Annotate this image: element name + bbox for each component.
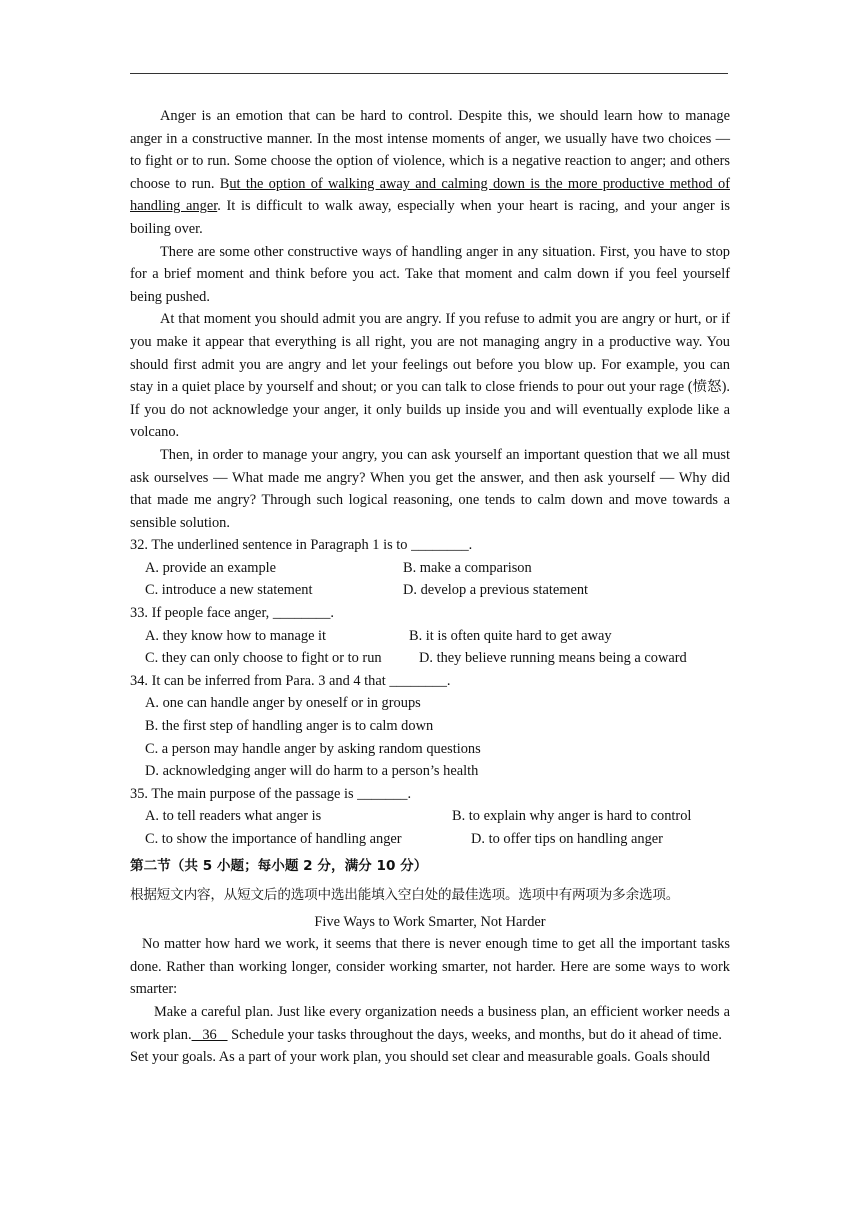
question-32-options-row-2 <box>130 579 730 602</box>
question-35-options-row-1 <box>130 805 730 828</box>
paragraph-4: Then, in order to manage your angry, you can ask yourself an important question that we all must ask ourselves — What made me angry? When you get the answer, and then ask yourself — Why did that made me angry? Through such logical reasoning, one tends to calm down and move towards a sensible solution. <box>130 446 730 531</box>
paragraph-1-text-a: Anger is an emotion that can be hard to control. Despite this, we should learn how to manage anger in a constructive manner. In the most intense moments of anger, we usually have two choices — to fight or to run. Some choose the option of violence, which is a negative reaction to anger; and others choose to run. B <box>130 108 730 192</box>
question-33-options-row-1 <box>130 625 730 648</box>
header-rule <box>130 73 728 74</box>
question-33-option-a[interactable]: A. they know how to manage it <box>145 627 327 644</box>
question-34-option-c[interactable]: C. a person may handle anger by asking random questions <box>145 740 481 757</box>
question-33-option-b[interactable]: B. it is often quite hard to get away <box>409 627 612 644</box>
intro-paragraph: No matter how hard we work, it seems that there is never enough time to get all the important tasks done. Rather than working longer, consider working smarter, not harder. Here are some ways to work smarter: <box>130 936 730 998</box>
question-32-option-c[interactable]: C. introduce a new statement <box>145 582 313 599</box>
paragraph-3: At that moment you should admit you are angry. If you refuse to admit you are angry or hurt, or if you make it appear that everything is all right, you are not managing angry in a productive way. You should first admit you are angry and let your feelings out before you blow up. For example, you can stay in a quiet place by yourself and shout; or you can talk to close friends to pour out your rage (愤怒). If you do not acknowledge your anger, it only builds up inside you and will eventually explode like a volcano. <box>130 311 730 441</box>
question-34-option-d[interactable]: D. acknowledging anger will do harm to a person’s health <box>145 763 479 780</box>
underlined-sentence: ut the option of walking away and calming down is the more productive method of handling anger <box>130 175 730 215</box>
question-35-option-c[interactable]: C. to show the importance of handling anger <box>145 831 402 847</box>
section-2-heading: 第二节（共 5 小题；每小题 2 分，满分 10 分） <box>130 857 428 874</box>
question-34-option-b[interactable]: B. the first step of handling anger is to calm down <box>145 718 434 735</box>
goals-paragraph: Set your goals. As a part of your work plan, you should set clear and measurable goals. Goals should <box>130 1049 710 1066</box>
section-2-instruction: 根据短文内容，从短文后的选项中选出能填入空白处的最佳选项。选项中有两项为多余选项。 <box>130 886 680 903</box>
question-33-option-c[interactable]: C. they can only choose to fight or to run <box>145 650 382 667</box>
question-32-options-row-1 <box>130 557 730 580</box>
blank-36[interactable]: 36 <box>191 1026 228 1043</box>
question-32-stem: 32. The underlined sentence in Paragraph 1 is to ________. <box>130 537 473 554</box>
plan-text-b: Schedule your tasks throughout the days, weeks, and months, but do it ahead of time. <box>227 1026 722 1043</box>
paragraph-1-text-b: . It is difficult to walk away, especially when your heart is racing, and your anger is boiling over. <box>130 198 730 237</box>
question-32-option-b[interactable]: B. make a comparison <box>403 559 532 576</box>
question-32-option-d[interactable]: D. develop a previous statement <box>403 582 589 599</box>
question-34-stem: 34. It can be inferred from Para. 3 and 4 that ________. <box>130 672 451 689</box>
passage-title: Five Ways to Work Smarter, Not Harder <box>314 913 546 930</box>
paragraph-1 <box>130 105 730 241</box>
document-content <box>130 105 730 1069</box>
question-35-option-d[interactable]: D. to offer tips on handling anger <box>471 831 663 847</box>
question-35-stem: 35. The main purpose of the passage is _______. <box>130 785 412 802</box>
question-35-option-a[interactable]: A. to tell readers what anger is <box>145 808 322 825</box>
question-35-options-row-2 <box>130 828 730 851</box>
question-32-option-a[interactable]: A. provide an example <box>145 559 277 576</box>
question-34-option-a[interactable]: A. one can handle anger by oneself or in groups <box>145 695 421 712</box>
question-33-stem: 33. If people face anger, ________. <box>130 605 335 622</box>
plan-text-a: Make a careful plan. Just like every organization needs a business plan, an efficient worker needs a work plan. <box>130 1003 730 1043</box>
question-33-options-row-2 <box>130 647 730 670</box>
question-35-option-b[interactable]: B. to explain why anger is hard to control <box>452 808 692 825</box>
question-33-option-d[interactable]: D. they believe running means being a coward <box>419 650 687 667</box>
plan-paragraph <box>130 1001 730 1046</box>
paragraph-2: There are some other constructive ways of handling anger in any situation. First, you have to stop for a brief moment and think before you act. Take that moment and calm down if you feel yourself being pushed. <box>130 243 730 305</box>
